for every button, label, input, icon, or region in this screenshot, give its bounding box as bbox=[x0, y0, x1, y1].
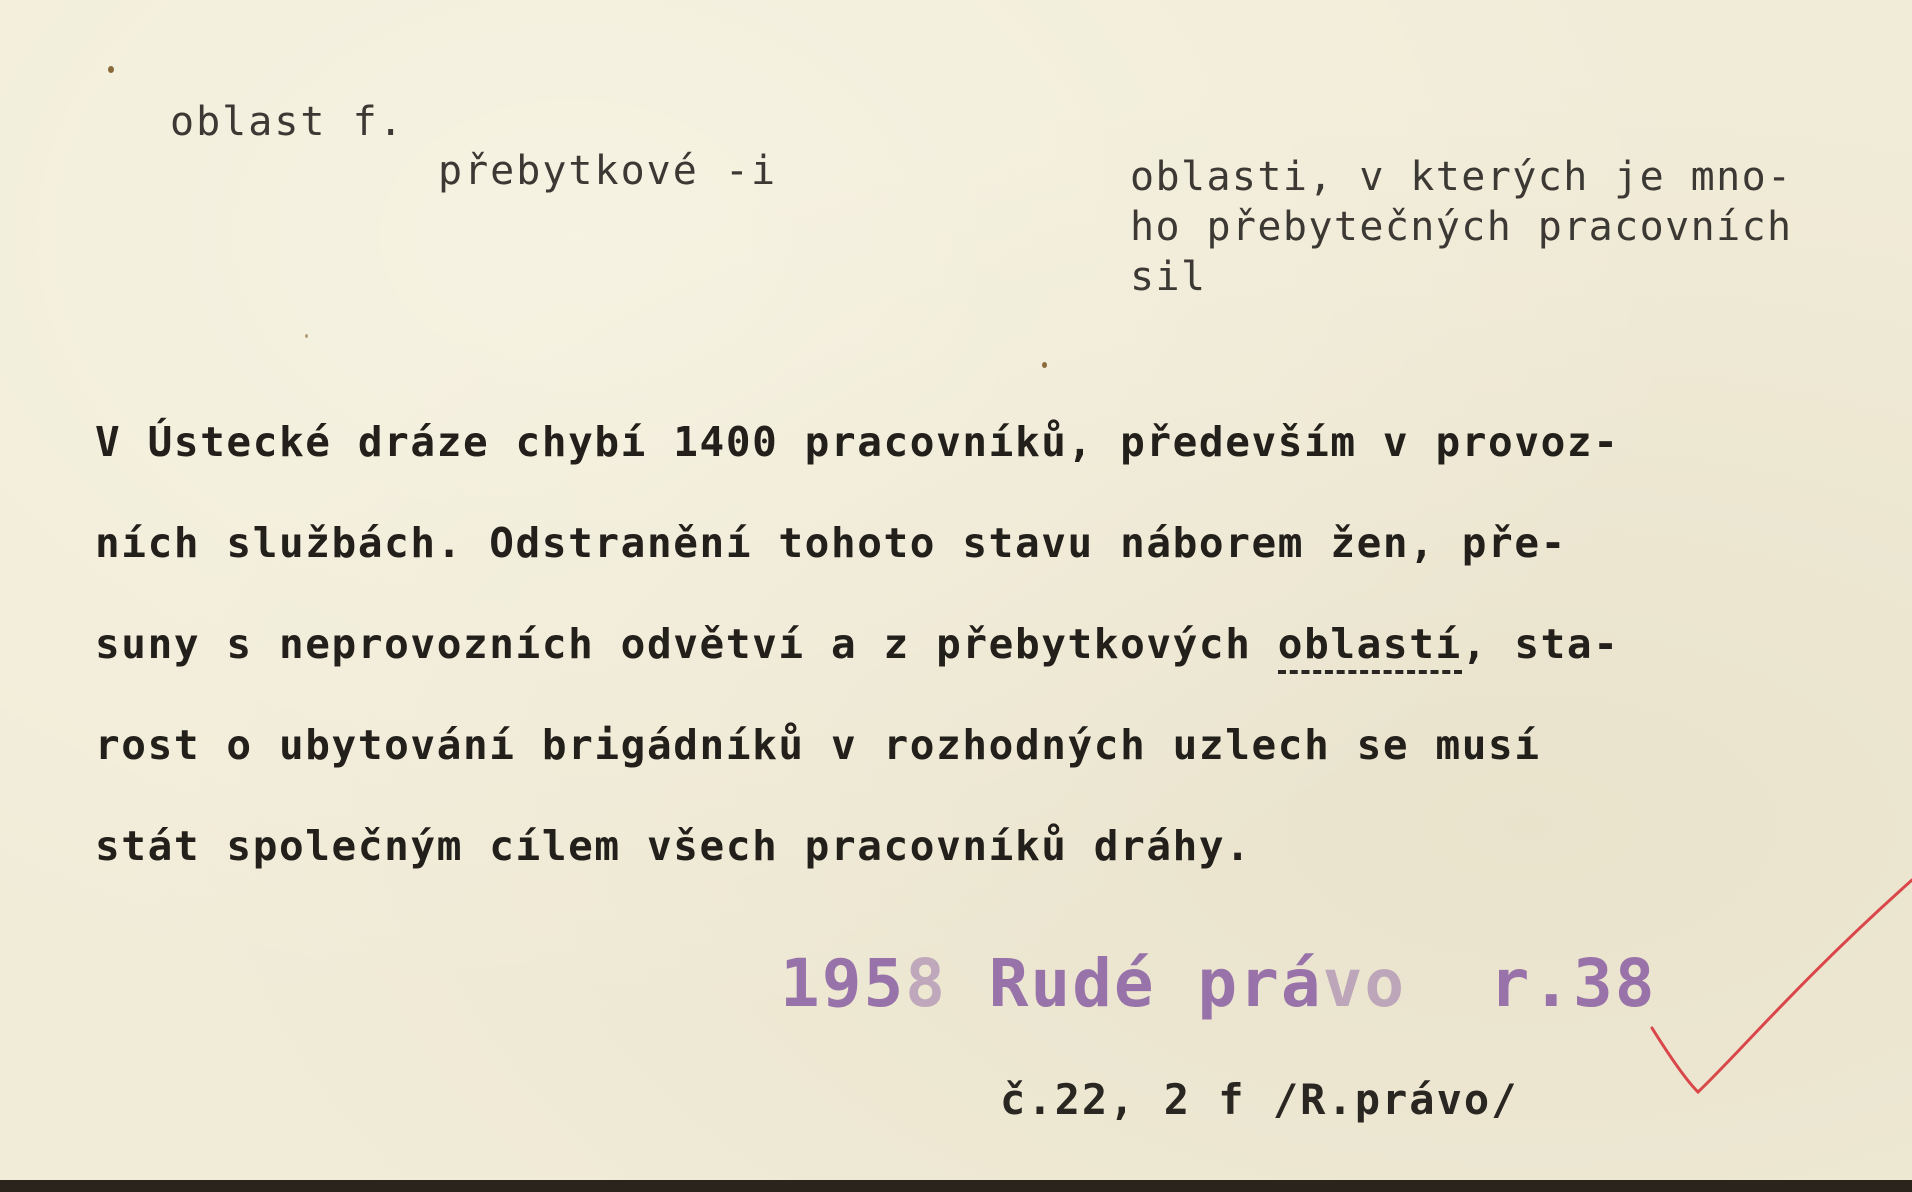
definition-line: ho přebytečných pracovních bbox=[1130, 204, 1793, 250]
definition-line: sil bbox=[1130, 254, 1207, 300]
subentry: přebytkové -i bbox=[438, 148, 778, 194]
quote-line bbox=[95, 620, 1620, 674]
stamp-paper bbox=[989, 945, 1406, 1022]
definition bbox=[1130, 152, 1793, 302]
stamp-paper-main: Rudé prá bbox=[988, 945, 1323, 1022]
headword: oblast f. bbox=[170, 99, 405, 145]
paper-speck bbox=[305, 334, 308, 338]
check-mark-icon bbox=[1650, 870, 1912, 1110]
stamp-issue: r.38 bbox=[1489, 945, 1657, 1022]
paper-speck bbox=[108, 66, 114, 73]
stamp-year-main: 195 bbox=[780, 945, 906, 1022]
definition-line: oblasti, v kterých je mno- bbox=[1130, 154, 1793, 200]
paper-speck bbox=[1042, 362, 1047, 368]
underlined-headword: oblastí bbox=[1278, 620, 1462, 674]
quote-line: rost o ubytování brigádníků v rozhodných uzlech se musí bbox=[95, 721, 1541, 769]
scan-edge bbox=[0, 1180, 1912, 1192]
quote-text: suny s neprovozních odvětví a z přebytkových bbox=[95, 620, 1278, 668]
quote-text: , sta- bbox=[1461, 620, 1620, 668]
source-citation: č.22, 2 f /R.právo/ bbox=[1000, 1075, 1519, 1124]
stamp-year bbox=[780, 945, 947, 1022]
stamp-year-faded: 8 bbox=[905, 945, 947, 1022]
quotation bbox=[95, 392, 1620, 897]
stamp-paper-faded: vo bbox=[1322, 945, 1407, 1022]
quote-line: V Ústecké dráze chybí 1400 pracovníků, především v provoz- bbox=[95, 418, 1620, 466]
quote-line: ních službách. Odstranění tohoto stavu náborem žen, pře- bbox=[95, 519, 1567, 567]
source-stamp bbox=[780, 945, 1657, 1022]
quote-line: stát společným cílem všech pracovníků dráhy. bbox=[95, 822, 1252, 870]
